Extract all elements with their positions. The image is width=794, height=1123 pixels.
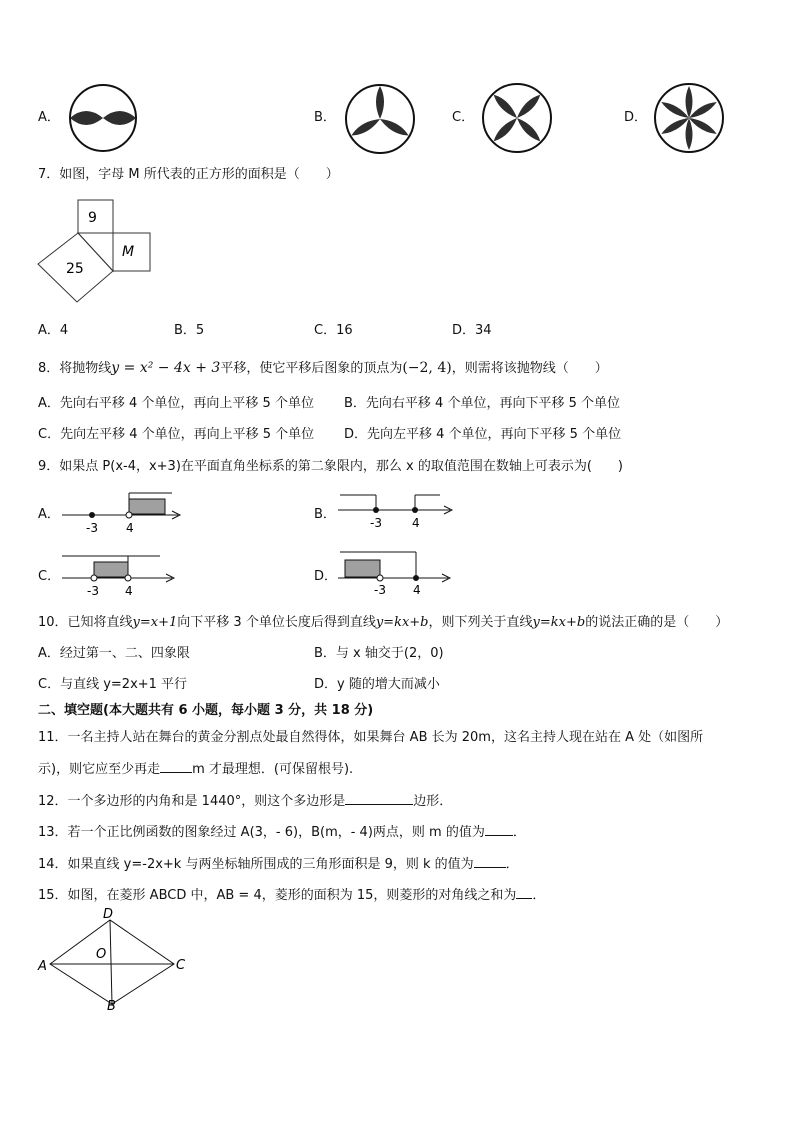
- q8-option-b: B．先向右平移 4 个单位，再向下平移 5 个单位: [344, 396, 620, 411]
- q8-stem-pre: 8．将抛物线: [38, 361, 112, 376]
- q9-option-a-label: A．: [38, 507, 60, 522]
- q11-line2-post: m 才最理想．(可保留根号).: [192, 762, 354, 777]
- q10-option-b: B．与 x 轴交于(2，0): [314, 646, 444, 661]
- q8-stem-mid: 平移，使它平移后图象的顶点为: [220, 361, 403, 376]
- q7-fig-label-right: M: [122, 244, 135, 260]
- q7-stem: 7．如图，字母 M 所代表的正方形的面积是（ ）: [38, 167, 339, 182]
- q13: [38, 823, 526, 842]
- q10-option-c: C．与直线 y=2x+1 平行: [38, 677, 188, 692]
- q9-option-a-numberline: [60, 490, 184, 536]
- q6-option-a-label: A．: [38, 110, 60, 125]
- q10-option-a: A．经过第一、二、四象限: [38, 646, 190, 661]
- q13-answer-blank[interactable]: [485, 823, 513, 836]
- q8-option-a: A．先向右平移 4 个单位，再向上平移 5 个单位: [38, 396, 314, 411]
- q7-fig-label-top: 9: [88, 210, 97, 226]
- q12-pre: 12．一个多边形的内角和是 1440°，则这个多边形是: [38, 794, 346, 809]
- q9-c-tick-neg3: -3: [87, 584, 99, 598]
- q8-formula: y = x² − 4x + 3: [111, 360, 221, 376]
- q10-line1: y=x+1: [132, 615, 178, 630]
- q15-post: ．: [532, 888, 546, 903]
- q9-b-tick-4: 4: [412, 516, 420, 530]
- q7-option-b: B．5: [174, 323, 205, 338]
- q6-option-b-label: B．: [314, 110, 336, 125]
- q10-line3: y=kx+b: [532, 615, 586, 630]
- q8-option-c: C．先向左平移 4 个单位，再向上平移 5 个单位: [38, 427, 315, 442]
- q8-point: (−2, 4): [402, 360, 452, 376]
- q10-line2: y=kx+b: [375, 615, 429, 630]
- two-petal-circle-icon: [66, 84, 140, 152]
- q10-stem-d: 的说法正确的是（ ）: [585, 615, 729, 630]
- three-petal-circle-icon: [343, 84, 417, 154]
- four-petal-circle-icon: [480, 82, 554, 154]
- q14-post: ．: [505, 857, 519, 872]
- q9-option-c-label: C．: [38, 569, 61, 584]
- q8-stem: [38, 359, 608, 378]
- q15-fig-label-c: C: [176, 958, 186, 973]
- q9-c-tick-4: 4: [125, 584, 133, 598]
- q13-post: ．: [512, 825, 526, 840]
- q9-option-b-numberline: [336, 490, 460, 536]
- q9-d-tick-4: 4: [413, 583, 421, 597]
- q10-option-d: D．y 随的增大而减小: [314, 677, 440, 692]
- q9-option-b-label: B．: [314, 507, 336, 522]
- q14-pre: 14．如果直线 y=-2x+k 与两坐标轴所围成的三角形面积是 9，则 k 的值为: [38, 857, 474, 872]
- q9-option-d-label: D．: [314, 569, 338, 584]
- q15-fig-label-o: O: [96, 947, 107, 962]
- q10-stem-c: ，则下列关于直线: [428, 615, 533, 630]
- q9-a-tick-4: 4: [126, 521, 134, 535]
- q11-line2-pre: 示)，则它应至少再走: [38, 762, 161, 777]
- q15-rhombus-figure: [34, 906, 194, 1014]
- q7-squares-figure: [36, 198, 156, 304]
- q12-answer-blank[interactable]: [345, 792, 413, 805]
- q7-option-c: C．16: [314, 323, 353, 338]
- q10-stem-a: 10．已知将直线: [38, 615, 133, 630]
- q6-option-c-label: C．: [452, 110, 475, 125]
- q7-option-d: D．34: [452, 323, 492, 338]
- q15-fig-label-d: D: [103, 907, 114, 922]
- q6-option-d-label: D．: [624, 110, 648, 125]
- q10-stem: [38, 614, 728, 632]
- q9-a-tick-neg3: -3: [86, 521, 98, 535]
- six-petal-circle-icon: [652, 82, 726, 154]
- q15: [38, 886, 545, 905]
- q15-fig-label-a: A: [38, 959, 47, 974]
- section-2-title: 二、填空题(本大题共有 6 小题，每小题 3 分，共 18 分): [38, 703, 374, 718]
- q9-option-d-numberline: [336, 548, 460, 598]
- q11-line1: 11．一名主持人站在舞台的黄金分割点处最自然得体，如果舞台 AB 长为 20m，这名主持人现在站在 A 处（如图所: [38, 730, 704, 745]
- q12: [38, 792, 452, 811]
- q7-option-a: A．4: [38, 323, 69, 338]
- q9-b-tick-neg3: -3: [370, 516, 382, 530]
- q11-answer-blank[interactable]: [160, 760, 192, 773]
- q15-fig-label-b: B: [107, 999, 116, 1014]
- q11-line2: [38, 760, 353, 779]
- q15-pre: 15．如图，在菱形 ABCD 中，AB = 4，菱形的面积为 15，则菱形的对角线之和为: [38, 888, 517, 903]
- q10-stem-b: 向下平移 3 个单位长度后得到直线: [177, 615, 376, 630]
- q7-fig-label-left: 25: [66, 261, 84, 277]
- q14-answer-blank[interactable]: [474, 855, 506, 868]
- q13-pre: 13．若一个正比例函数的图象经过 A(3，- 6)，B(m，- 4)两点，则 m 的值为: [38, 825, 485, 840]
- q9-d-tick-neg3: -3: [374, 583, 386, 597]
- q14: [38, 855, 519, 874]
- q8-stem-post: ，则需将该抛物线（ ）: [451, 361, 608, 376]
- q15-answer-blank[interactable]: [516, 886, 532, 899]
- q9-stem: 9．如果点 P(x-4，x+3)在平面直角坐标系的第二象限内，那么 x 的取值范围在数轴上可表示为( ): [38, 459, 624, 474]
- q12-post: 边形．: [413, 794, 453, 809]
- q8-option-d: D．先向左平移 4 个单位，再向下平移 5 个单位: [344, 427, 622, 442]
- q9-option-c-numberline: [60, 552, 184, 598]
